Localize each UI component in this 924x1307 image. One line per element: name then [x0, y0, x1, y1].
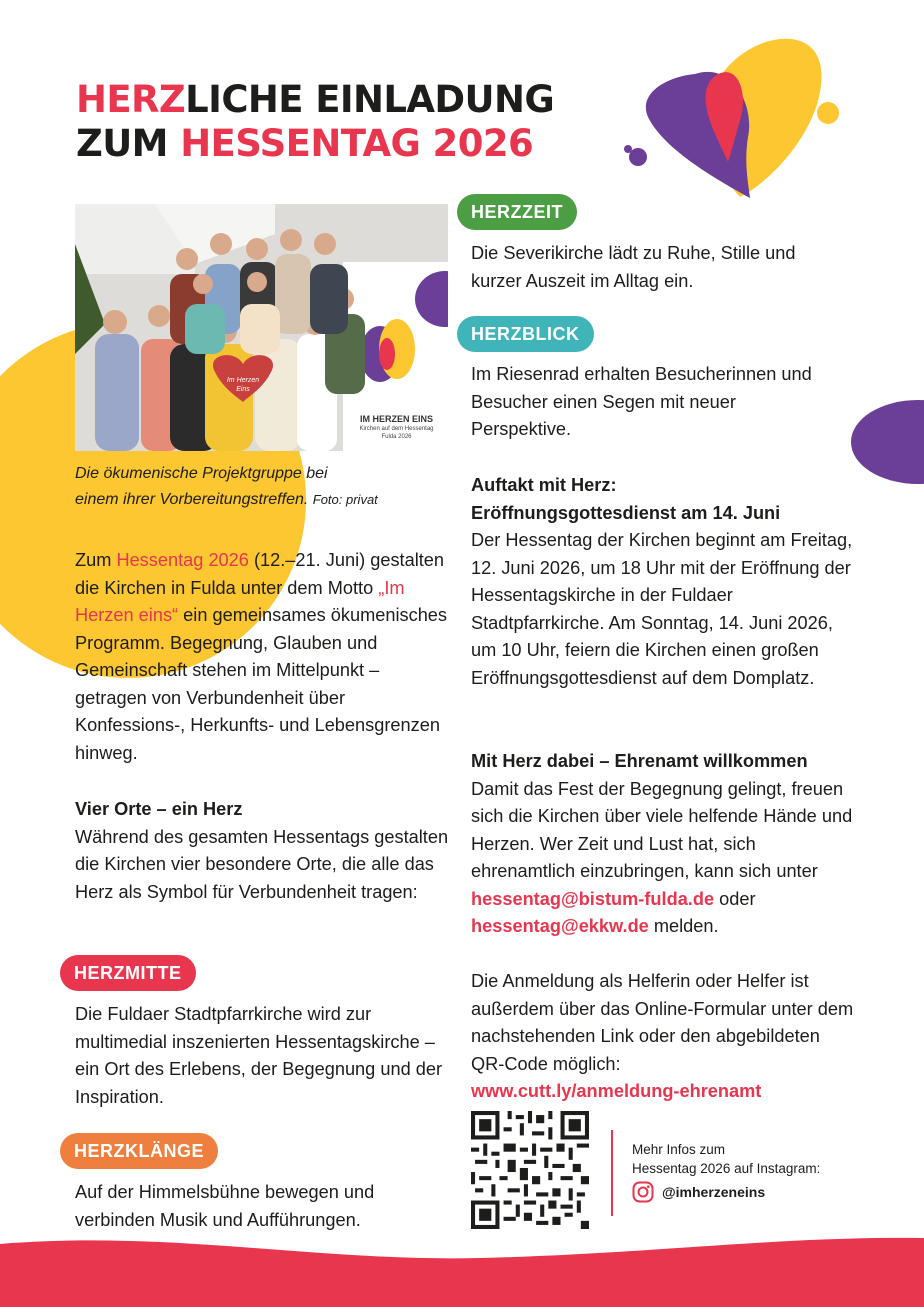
auftakt-heading-1: Auftakt mit Herz: — [471, 475, 617, 495]
vier-orte-section — [75, 796, 453, 906]
purple-half-circle-shape — [851, 400, 924, 484]
title-red-part-2: HESSENTAG 2026 — [180, 122, 534, 165]
intro-text-1: Zum — [75, 550, 117, 570]
instagram-handle-row[interactable] — [632, 1181, 820, 1203]
ehrenamt-text-3: melden. — [648, 916, 719, 936]
intro-text-3: ein gemeinsames ökumenisches Programm. Begegnung, Glauben und Gemeinschaft stehen im Mittelpunkt – getragen von Verbundenheit über Konfessions-, Herkunfts- und Lebensgrenzen hinweg. — [75, 605, 448, 763]
heart-sign-line-1: Im Herzen — [226, 377, 260, 384]
heart-logo-icon — [620, 22, 850, 207]
auftakt-section — [471, 472, 856, 692]
herzklaenge-text: Auf der Himmelsbühne bewegen und verbinden Musik und Aufführungen. — [75, 1182, 375, 1230]
ehrenamt-text-2: oder — [714, 888, 756, 909]
intro-highlight-hessentag: Hessentag 2026 — [116, 550, 249, 570]
ehrenamt-text-1: Damit das Fest der Begegnung gelingt, freuen sich die Kirchen über viele helfende Hände und Herzen. Wer Zeit und Lust hat, sich ehrenamtlich einzubringen, kann sich unter — [471, 778, 853, 881]
herzklaenge-label: HERZKLÄNGE — [60, 1133, 218, 1169]
intro-highlight-motto: „Im Herzen eins“ — [75, 577, 405, 625]
banner-title: IM HERZEN EINS — [359, 414, 433, 424]
page-title — [76, 78, 554, 166]
herzblick-text: Im Riesenrad erhalten Besucherinnen und Besucher einen Segen mit neuer Perspektive. — [471, 364, 812, 439]
ehrenamt-section — [471, 748, 856, 941]
bottom-wave-shape — [0, 1238, 924, 1307]
herzmitte-text: Die Fuldaer Stadtpfarrkirche wird zur multimedial inszenierten Hessentagskirche – ein Ort des Erlebens, der Begegnung und der Inspiration. — [75, 1004, 443, 1107]
intro-paragraph — [75, 547, 453, 767]
herzzeit-text: Die Severikirche lädt zu Ruhe, Stille und kurzer Auszeit im Alltag ein. — [471, 243, 796, 291]
photo-credit: Foto: privat — [312, 492, 378, 507]
banner-subtitle-2: Fulda 2026 — [381, 434, 412, 440]
email-link-ekkw[interactable]: hessentag@ekkw.de — [471, 916, 649, 936]
title-dark-part-2: ZUM — [76, 122, 181, 165]
herzmitte-label: HERZMITTE — [60, 955, 196, 991]
instagram-info-line-2: Hessentag 2026 auf Instagram: — [632, 1161, 821, 1176]
heart-sign-text — [215, 376, 271, 394]
auftakt-heading-2: Eröffnungsgottesdienst am 14. Juni — [471, 502, 781, 523]
caption-line-1: Die ökumenische Projektgruppe bei — [75, 465, 328, 482]
ehrenamt-heading: Mit Herz dabei – Ehrenamt willkommen — [471, 751, 808, 771]
caption-line-2: einem ihrer Vorbereitungstreffen. — [75, 491, 309, 508]
vier-orte-heading: Vier Orte – ein Herz — [75, 799, 243, 819]
instagram-handle[interactable]: @imherzeneins — [662, 1183, 766, 1200]
qr-code[interactable] — [471, 1111, 589, 1229]
vier-orte-text: Während des gesamten Hessentags gestalten die Kirchen vier besondere Orte, die alle das Herz als Symbol für Verbundenheit tragen: — [75, 826, 449, 902]
group-photo — [75, 204, 448, 451]
herzblick-label: HERZBLICK — [457, 316, 594, 352]
anmeldung-section — [471, 968, 856, 1106]
qr-divider — [611, 1130, 613, 1216]
banner-subtitle-1: Kirchen auf dem Hessentag — [359, 426, 434, 432]
auftakt-text: Der Hessentag der Kirchen beginnt am Freitag, 12. Juni 2026, um 18 Uhr mit der Eröffnung der Hessentagskirche in der Fuldaer Stadtpfarrkirche. Am Sonntag, 14. Juni 2026, um 10 Uhr, feiern die Kirchen einen großen Eröffnungsgottesdienst auf dem Domplatz. — [471, 530, 853, 688]
title-red-part-1: HERZ — [76, 78, 186, 121]
instagram-info-line-1: Mehr Infos zum — [632, 1142, 726, 1157]
photo-caption — [75, 461, 455, 513]
anmeldung-link[interactable]: www.cutt.ly/anmeldung-ehrenamt — [471, 1081, 762, 1101]
email-link-bistum[interactable]: hessentag@bistum-fulda.de — [471, 888, 715, 909]
intro-text-2: (12.–21. Juni) gestalten die Kirchen in Fulda unter dem Motto — [75, 550, 445, 598]
instagram-icon — [632, 1181, 654, 1203]
herzzeit-label: HERZZEIT — [457, 194, 577, 230]
instagram-info — [632, 1140, 820, 1203]
heart-sign-line-2: Eins — [236, 386, 250, 393]
anmeldung-text: Die Anmeldung als Helferin oder Helfer ist außerdem über das Online-Formular unter dem nachstehenden Link oder den abgebildeten QR-Code möglich: — [471, 971, 854, 1074]
title-rest-line-1: LICHE EINLADUNG — [185, 78, 555, 121]
